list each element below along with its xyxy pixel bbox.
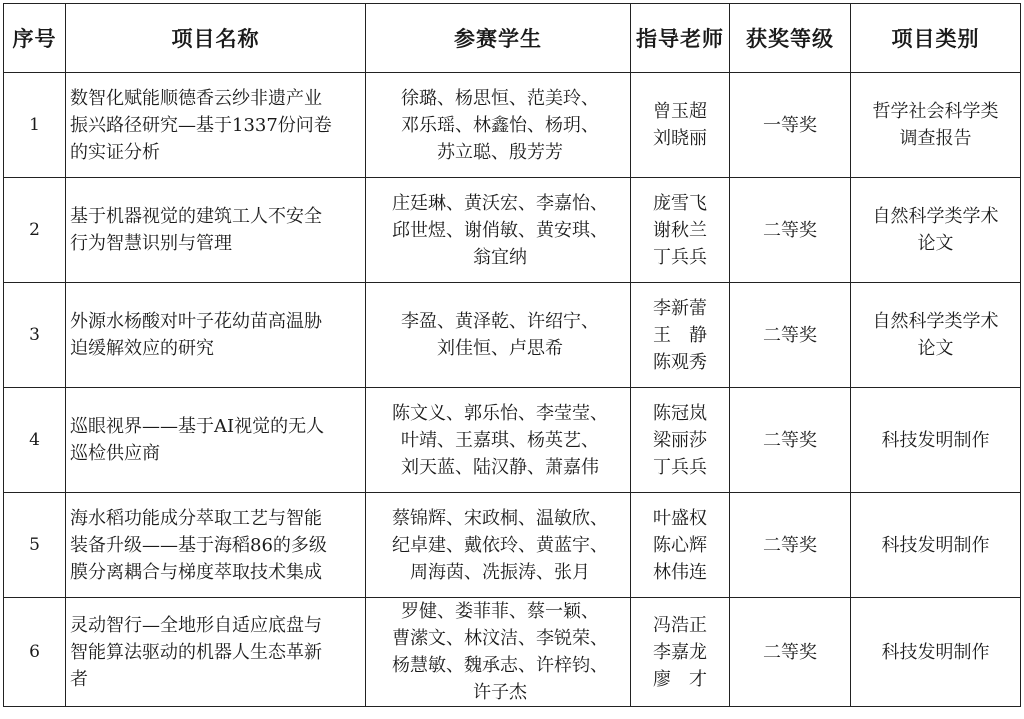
project-name-line: 迫缓解效应的研究 — [70, 338, 214, 359]
students-line: 曹潆文、林汶洁、李锐荣、 — [392, 628, 608, 649]
advisor-name: 冯浩正 — [653, 614, 707, 636]
advisor-name: 李嘉龙 — [653, 641, 707, 663]
project-name-cell — [66, 73, 366, 178]
project-name-line: 膜分离耦合与梯度萃取技术集成 — [70, 561, 322, 583]
students-line: 蔡锦辉、宋政桐、温敏欣、 — [392, 507, 608, 529]
category-line: 科技发明制作 — [881, 429, 990, 451]
advisor-name: 陈观秀 — [653, 351, 707, 373]
students-line: 陈文义、郭乐怡、李莹莹、 — [392, 402, 608, 424]
advisor-name: 王 静 — [653, 324, 707, 346]
row-number-cell: 2 — [4, 178, 66, 283]
students-line: 李盈、黄泽乾、许绍宁、 — [401, 311, 599, 332]
students-line: 邓乐瑶、林鑫怡、杨玥、 — [401, 114, 599, 136]
advisor-name: 谢秋兰 — [653, 219, 707, 241]
row-number-cell: 6 — [4, 598, 66, 707]
students-cell — [366, 73, 631, 178]
project-name-line: 灵动智行—全地形自适应底盘与 — [70, 614, 322, 636]
advisor-name: 李新蕾 — [653, 297, 707, 319]
award-level-cell: 一等奖 — [730, 73, 851, 178]
project-name-line: 数智化赋能顺德香云纱非遗产业 — [70, 87, 322, 109]
category-cell — [851, 598, 1021, 707]
advisor-name: 丁兵兵 — [653, 456, 707, 478]
project-name-line: 海水稻功能成分萃取工艺与智能 — [70, 507, 322, 529]
students-line: 徐璐、杨思恒、范美玲、 — [401, 87, 599, 109]
advisor-name: 梁丽莎 — [653, 429, 707, 451]
students-cell — [366, 598, 631, 707]
row-number-cell: 1 — [4, 73, 66, 178]
row-number-cell: 5 — [4, 493, 66, 598]
awards-sheet — [3, 3, 1020, 714]
awards-table — [3, 3, 1021, 707]
students-line: 杨慧敏、魏承志、许梓钧、 — [392, 655, 608, 676]
project-name-line: 的实证分析 — [70, 141, 160, 163]
students-cell — [366, 178, 631, 283]
category-line: 论文 — [917, 233, 954, 254]
row-number-cell: 3 — [4, 283, 66, 388]
header-category: 项目类别 — [851, 4, 1021, 73]
category-line: 论文 — [917, 338, 954, 359]
category-line: 科技发明制作 — [881, 641, 990, 663]
students-line: 纪卓建、戴依玲、黄蓝宇、 — [392, 534, 608, 556]
project-name-line: 基于机器视觉的建筑工人不安全 — [70, 206, 322, 227]
project-name-line: 智能算法驱动的机器人生态革新 — [70, 641, 322, 663]
students-line: 叶靖、王嘉琪、杨英艺、 — [401, 429, 599, 451]
project-name-line: 外源水杨酸对叶子花幼苗高温胁 — [70, 311, 322, 332]
advisors-cell — [631, 178, 730, 283]
table-row — [4, 178, 1021, 283]
header-row — [4, 4, 1021, 73]
category-cell — [851, 178, 1021, 283]
category-line: 自然科学类学术 — [872, 206, 999, 227]
students-line: 刘天蓝、陆汉静、萧嘉伟 — [401, 456, 599, 478]
advisors-cell — [631, 493, 730, 598]
advisor-name: 丁兵兵 — [653, 246, 707, 268]
table-row — [4, 598, 1021, 707]
category-line: 哲学社会科学类 — [872, 101, 999, 122]
project-name-line: 者 — [70, 668, 88, 690]
header-award-level: 获奖等级 — [730, 4, 851, 73]
category-line: 调查报告 — [899, 128, 972, 149]
students-line: 邱世煜、谢俏敏、黄安琪、 — [392, 219, 608, 241]
advisors-cell — [631, 73, 730, 178]
students-cell — [366, 388, 631, 493]
award-level-cell: 二等奖 — [730, 283, 851, 388]
advisors-cell — [631, 283, 730, 388]
students-cell — [366, 493, 631, 598]
students-line: 罗健、娄菲菲、蔡一颖、 — [401, 601, 599, 622]
project-name-cell — [66, 493, 366, 598]
award-level-cell: 二等奖 — [730, 493, 851, 598]
advisor-name: 刘晓丽 — [653, 128, 707, 149]
advisor-name: 陈冠岚 — [653, 402, 707, 424]
advisor-name: 庞雪飞 — [653, 192, 707, 214]
project-name-line: 巡检供应商 — [70, 443, 160, 464]
project-name-line: 装备升级——基于海稻86的多级 — [70, 534, 327, 556]
students-line: 翁宜纳 — [473, 246, 527, 268]
project-name-line: 巡眼视界——基于AI视觉的无人 — [70, 416, 325, 437]
students-line: 周海茵、冼振涛、张月 — [410, 561, 590, 583]
advisor-name: 叶盛权 — [653, 507, 707, 529]
table-row — [4, 73, 1021, 178]
project-name-line: 振兴路径研究—基于1337份问卷 — [70, 114, 332, 136]
table-row — [4, 388, 1021, 493]
students-line: 庄廷琳、黄沃宏、李嘉怡、 — [392, 192, 608, 214]
project-name-cell — [66, 388, 366, 493]
header-advisors: 指导老师 — [631, 4, 730, 73]
award-level-cell: 二等奖 — [730, 388, 851, 493]
row-number-cell: 4 — [4, 388, 66, 493]
category-line: 自然科学类学术 — [872, 311, 999, 332]
category-cell — [851, 493, 1021, 598]
students-line: 许子杰 — [473, 682, 527, 703]
award-level-cell: 二等奖 — [730, 598, 851, 707]
students-line: 刘佳恒、卢思希 — [437, 338, 563, 359]
table-body — [4, 73, 1021, 707]
table-row — [4, 283, 1021, 388]
category-cell — [851, 283, 1021, 388]
advisor-name: 曾玉超 — [653, 101, 707, 122]
students-line: 苏立聪、殷芳芳 — [437, 141, 563, 163]
advisor-name: 林伟连 — [653, 561, 707, 583]
advisor-name: 陈心辉 — [653, 534, 707, 556]
project-name-cell — [66, 598, 366, 707]
project-name-cell — [66, 178, 366, 283]
table-row — [4, 493, 1021, 598]
advisors-cell — [631, 598, 730, 707]
project-name-cell — [66, 283, 366, 388]
category-line: 科技发明制作 — [881, 534, 990, 556]
header-students: 参赛学生 — [366, 4, 631, 73]
award-level-cell: 二等奖 — [730, 178, 851, 283]
header-no: 序号 — [4, 4, 66, 73]
advisors-cell — [631, 388, 730, 493]
category-cell — [851, 388, 1021, 493]
project-name-line: 行为智慧识别与管理 — [70, 233, 232, 254]
header-project-name: 项目名称 — [66, 4, 366, 73]
advisor-name: 廖 才 — [653, 668, 707, 690]
category-cell — [851, 73, 1021, 178]
students-cell — [366, 283, 631, 388]
